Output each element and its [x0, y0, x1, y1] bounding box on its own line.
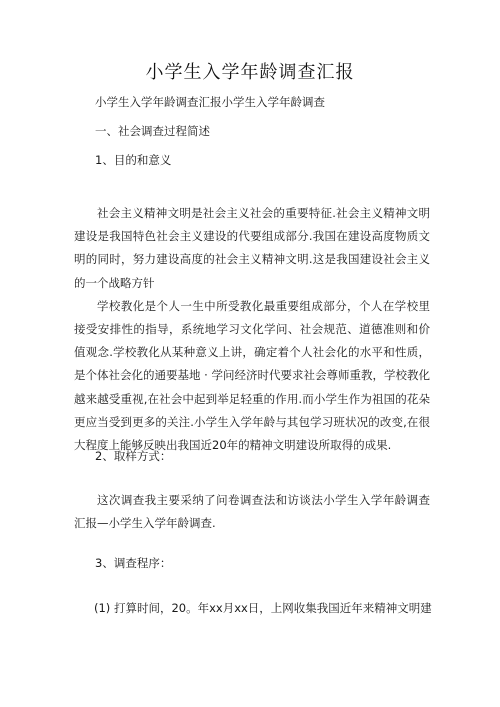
- section-heading-1: 一、社会调查过程简述: [95, 124, 210, 138]
- subsection-heading-procedure: 3、调查程序：: [95, 556, 172, 570]
- paragraph-purpose-2: 学校教化是个人一生中所受教化最重要组成部分，个人在学校里接受安排性的指导，系统地学习文化学问、社会规范、道德准则和价值观念.学校教化从某种意义上讲，确定着个人社会化的水平和性质，是个体社会化的通要基地 · 学问经济时代要求社会尊师重教，学校教化越来越受重视,在社会中起到举足轻重的作用.而小学生作为祖国的花朵更应当受到更多的关注.小学生入学年龄与其包学习班状况的改变,在很大程度上能够反映出我国近20年的精神文明建设所取得的成果.: [74, 298, 430, 453]
- document-subtitle: 小学生入学年龄调查汇报小学生入学年龄调查: [95, 95, 325, 109]
- subsection-heading-purpose: 1、目的和意义: [95, 153, 172, 167]
- paragraph-block-2: [74, 489, 430, 535]
- document-title: 小学生入学年龄调查汇报: [145, 62, 355, 83]
- paragraph-sampling: 这次调查我主要采纳了问卷调查法和访谈法小学生入学年龄调查汇报—小学生入学年龄调查.: [74, 493, 430, 531]
- paragraph-purpose-1: 社会主义精神文明是社会主义社会的重要特征.社会主义精神文明建设是我国特色社会主义建设的代要组成部分.我国在建设高度物质文明的同时，努力建设高度的社会主义精神文明.这是我国建设社会主义的一个战略方针: [74, 206, 430, 290]
- procedure-item-1: (1) 打算时间，20。年xx月xx日，上网收集我国近年来精神文明建: [94, 601, 432, 615]
- subsection-heading-sampling: 2、取样方式：: [95, 449, 172, 463]
- paragraph-block-1: [74, 202, 430, 457]
